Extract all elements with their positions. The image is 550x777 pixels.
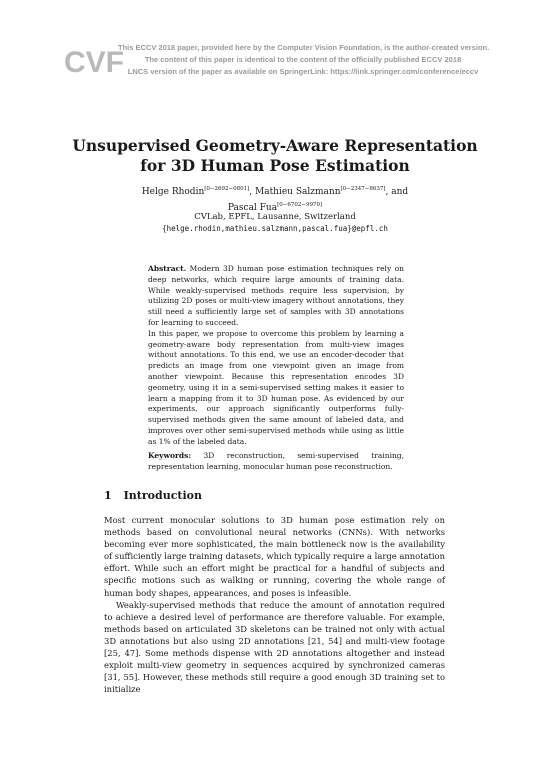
abstract: Abstract. Modern 3D human pose estimation techniques rely on deep networks, which require large amounts of training data. While weakly-supervised methods require less supervision, by utilizing 2D poses or multi-view imagery without annotations, they still need a sufficiently large set of samples with 3D annotations for learning to succeed. In this paper, we propose to overcome this problem by learning a geometry-aware body representation from multi-view images without annotations. To this end, we use an encoder-decoder that predicts an image from one viewpoint given an image from another viewpoint. Because this representation encodes 3D geometry, using it in a semi-supervised setting makes it easier to learn a mapping from it to 3D human pose. As evidenced by our experiments, our approach significantly outperforms fully-supervised methods given the same amount of labeled data, and improves over other semi-supervised methods while using as little as 1% of the labeled data. — [148, 264, 404, 446]
paper-title: Unsupervised Geometry-Aware Representation for 3D Human Pose Estimation — [72, 136, 478, 175]
keywords-label: Keywords: — [148, 451, 192, 460]
affiliation: CVLab, EPFL, Lausanne, Switzerland {helge.rhodin,mathieu.salzmann,pascal.fua}@epfl.ch — [90, 211, 460, 235]
abstract-label: Abstract. — [148, 264, 187, 273]
cvf-logo-icon — [62, 40, 124, 80]
author-list: Helge Rhodin[0−2692−0801], Mathieu Salzmann[0−2347−8637], and Pascal Fua[0−6702−9970] — [141, 186, 409, 213]
introduction-body — [104, 514, 445, 695]
paragraph: Most current monocular solutions to 3D human pose estimation rely on methods based on convolutional neural networks (CNNs). With networks becoming ever more sophisticated, the main bottleneck now is the availability of sufficiently large training datasets, which typically require a large annotation effort. While such an effort might be practical for a handful of subjects and specific motions such as walking or running, covering the whole range of human body shapes, appearances, and poses is infeasible. — [104, 515, 445, 598]
paragraph: Weakly-supervised methods that reduce the amount of annotation required to achieve a desired level of performance are therefore valuable. For example, methods based on articulated 3D skeletons can be trained not only with actual 3D annotations but also using 2D annotations [21, 54] and multi-view footage [25, 47]. Some methods dispense with 2D annotations altogether and instead exploit multi-view geometry in sequences acquired by synchronized cameras [31, 55]. However, these methods still require a good enough 3D training set to initialize — [104, 599, 445, 695]
section-heading-introduction: 1 Introduction — [104, 489, 202, 502]
keywords: Keywords: 3D reconstruction, semi-supervised training, representation learning, monocular human pose reconstruction. — [148, 451, 404, 471]
watermark-line-3: LNCS version of the paper as available on SpringerLink: https://link.springer.com/conference/eccv — [127, 67, 479, 76]
author-emails: {helge.rhodin,mathieu.salzmann,pascal.fua}@epfl.ch — [162, 224, 388, 233]
watermark-line-2: The content of this paper is identical to the content of the officially published ECCV 2018 — [144, 55, 462, 64]
svg-text:CVF: CVF — [64, 46, 124, 79]
watermark-line-1: This ECCV 2018 paper, provided here by the Computer Vision Foundation, is the author-created version. — [118, 43, 490, 52]
copyright-watermark — [118, 42, 488, 78]
